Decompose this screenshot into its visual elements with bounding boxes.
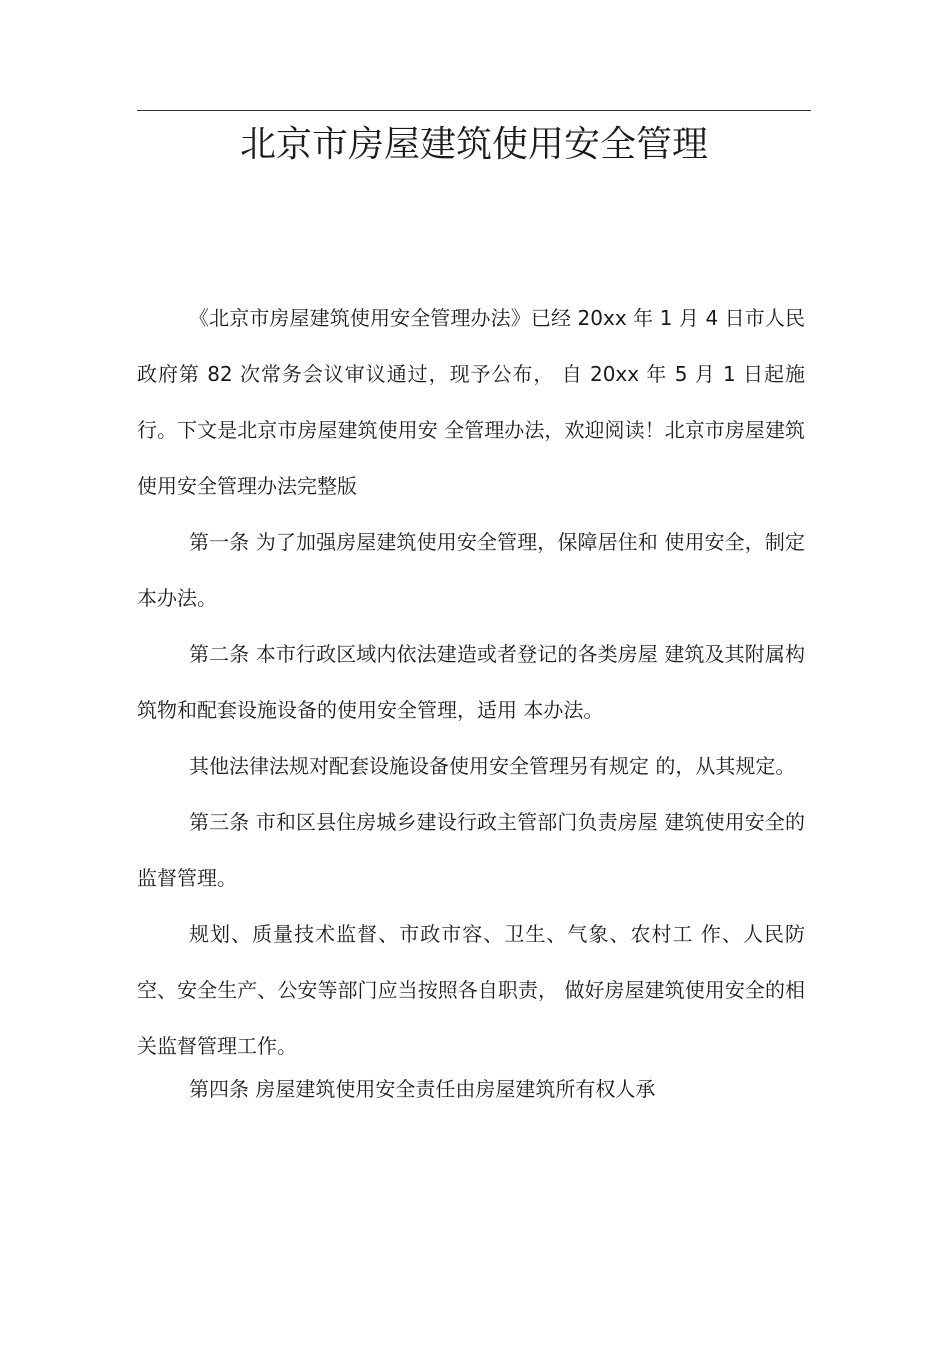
paragraph-article-4: 第四条 房屋建筑使用安全责任由房屋建筑所有权人承 [189,1077,656,1101]
paragraph-article-3-note: 规划、质量技术监督、市政市容、卫生、气象、农村工 作、人民防空、安全生产、公安等部门应当按照各自职责， 做好房屋建筑使用安全的相关监督管理工作。 [137,922,805,1058]
paragraph-article-2-note: 其他法律法规对配套设施设备使用安全管理另有规定 的，从其规定。 [189,754,796,778]
header-rule [137,110,811,111]
paragraph-article-3: 第三条 市和区县住房城乡建设行政主管部门负责房屋 建筑使用安全的监督管理。 [137,810,805,890]
document-title: 北京市房屋建筑使用安全管理 [239,124,708,165]
paragraph-article-1: 第一条 为了加强房屋建筑使用安全管理，保障居住和 使用安全，制定本办法。 [137,530,805,610]
paragraph-intro: 《北京市房屋建筑使用安全管理办法》已经 20xx 年 1 月 4 日市人民政府第 82 次常务会议审议通过，现予公布， 自 20xx 年 5 月 1 日起施行。下文是北京市房屋建筑使用安 全管理办法，欢迎阅读！北京市房屋建筑使用安全管理办法完整版 [137,306,805,498]
document-body [137,290,805,1104]
paragraph-article-2: 第二条 本市行政区域内依法建造或者登记的各类房屋 建筑及其附属构筑物和配套设施设备的使用安全管理，适用 本办法。 [137,642,805,722]
